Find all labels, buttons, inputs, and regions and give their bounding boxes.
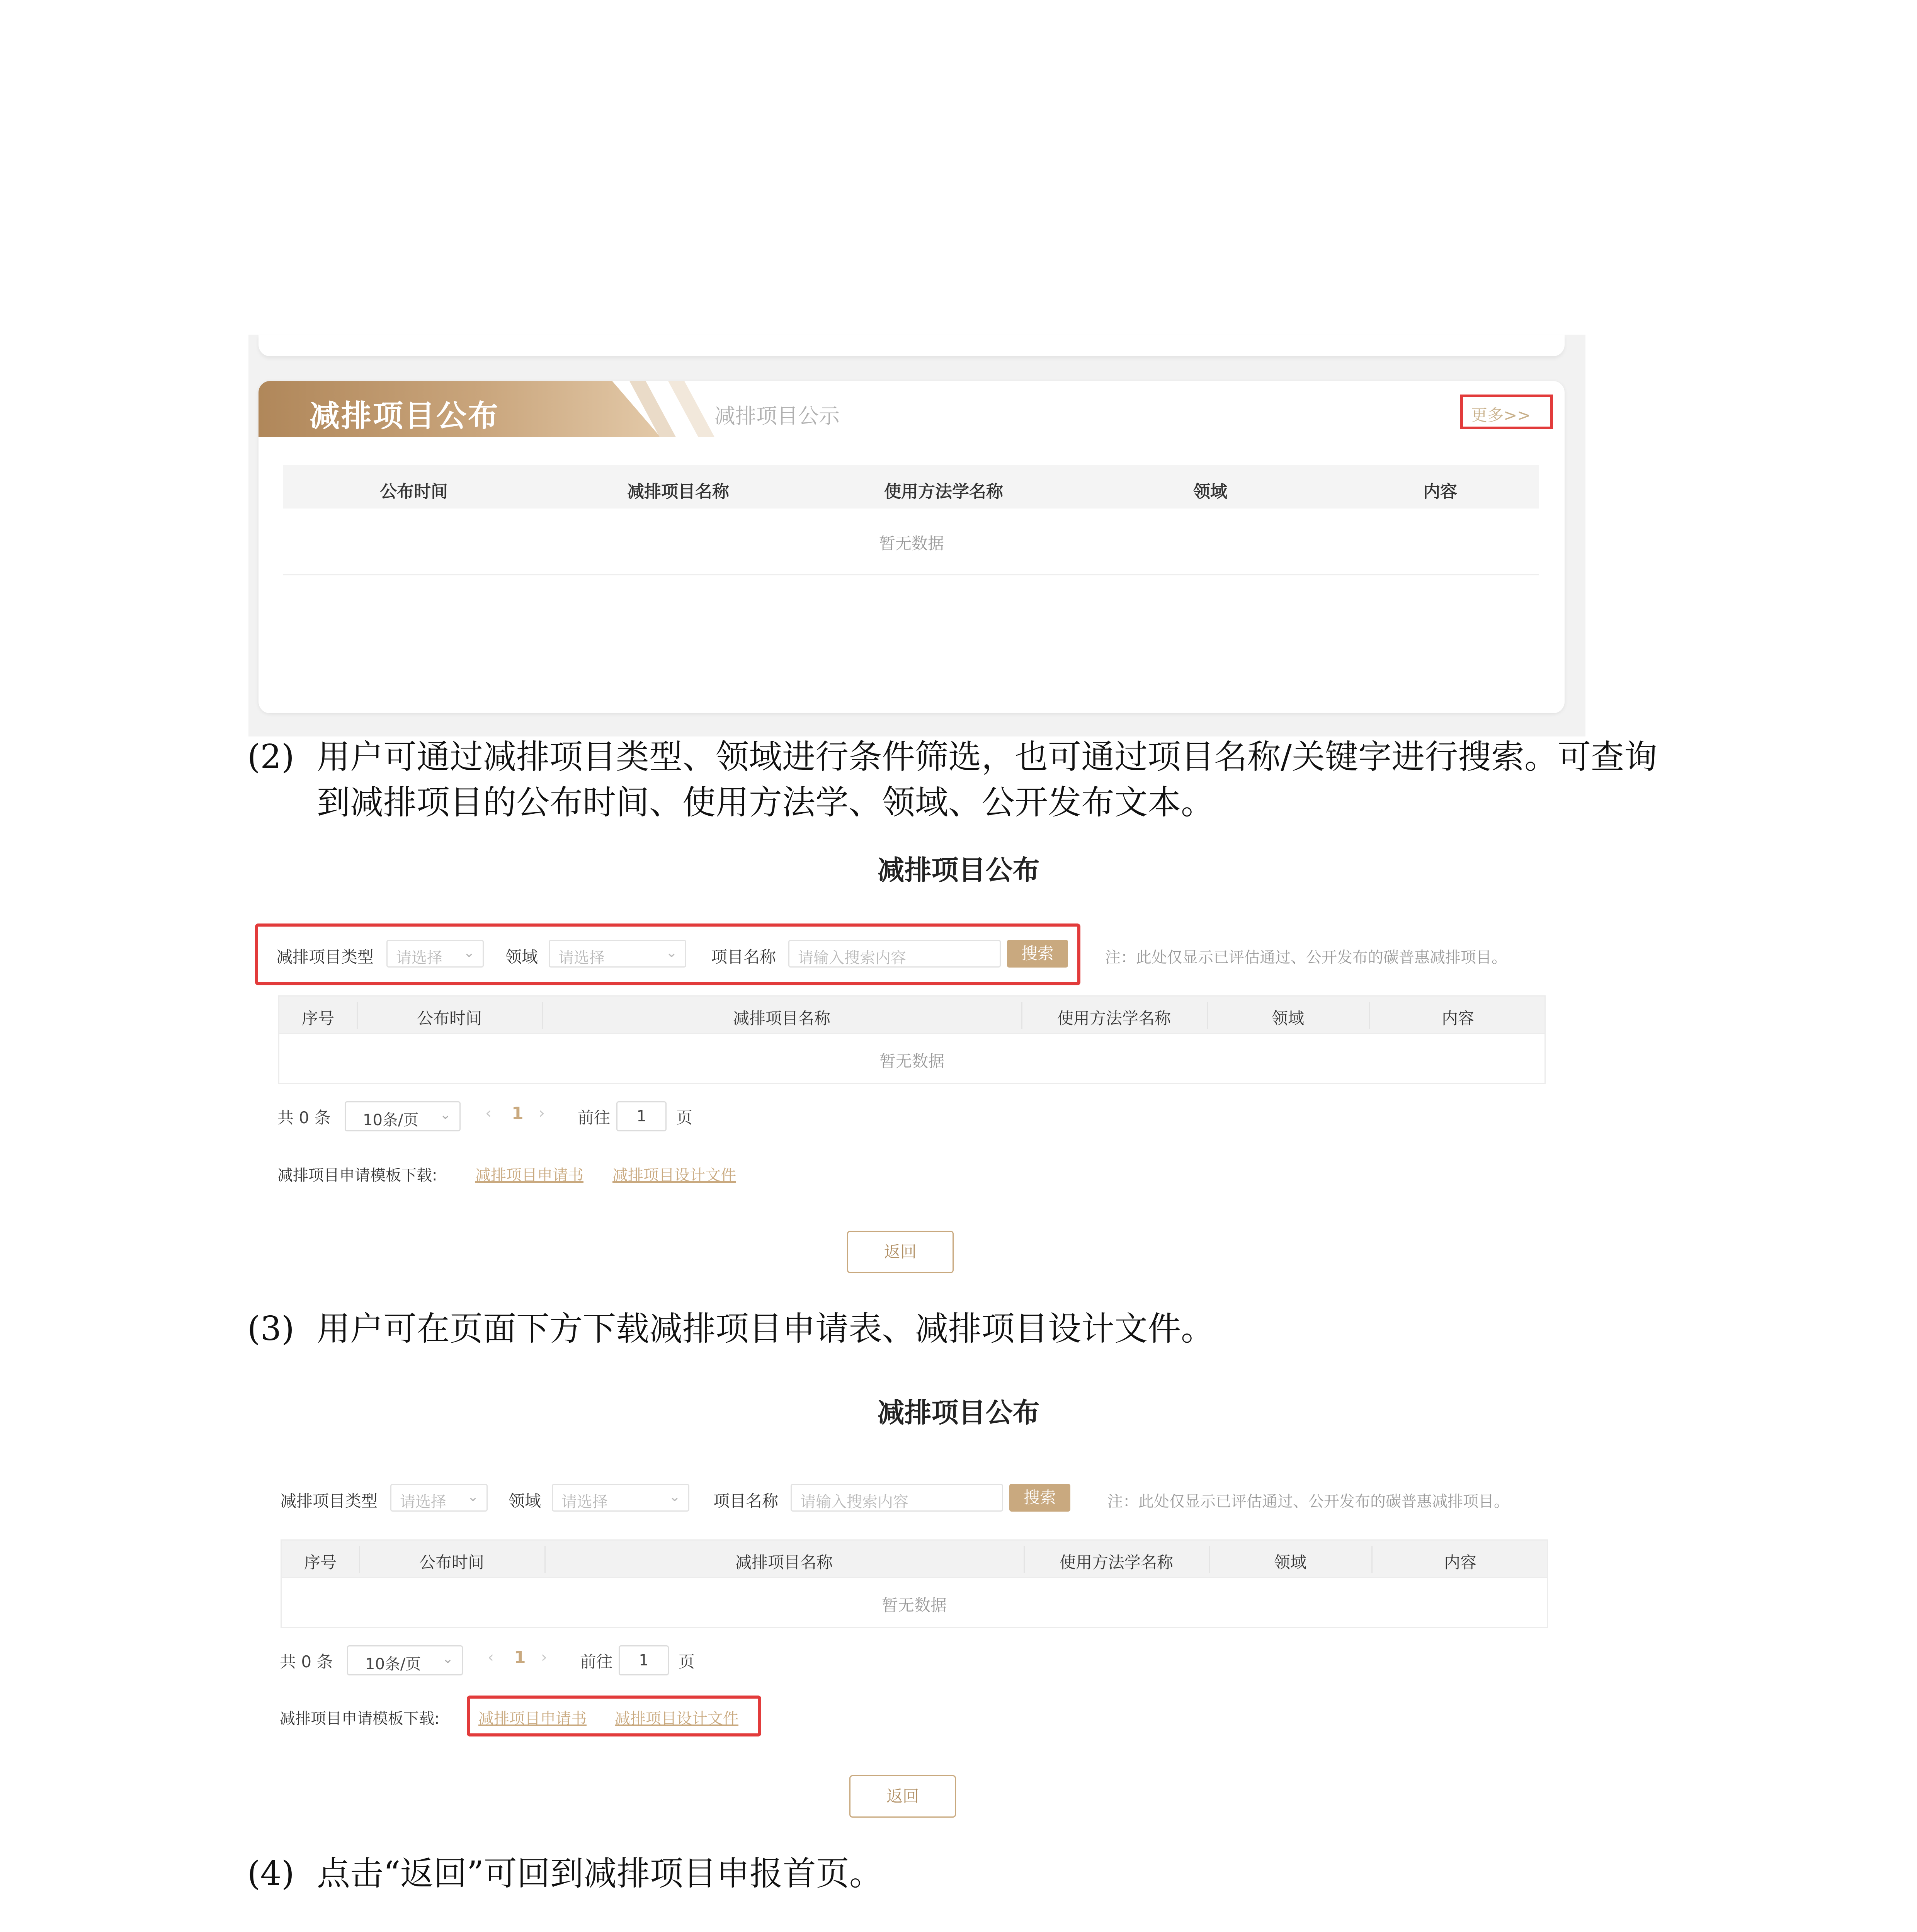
back-button[interactable]: 返回 [849,1775,956,1818]
column-header: 公布时间 [419,1553,484,1572]
goto-page-input[interactable]: 1 [616,1101,667,1131]
column-header: 内容 [1441,1009,1474,1028]
chevron-down-icon: ⌄ [440,1107,451,1122]
goto-label: 前往 [578,1108,611,1127]
search-button[interactable]: 搜索 [1007,940,1068,968]
select-placeholder: 请选择 [561,1493,608,1511]
screenshot-filter-search [255,923,1569,1271]
download-design-doc-link[interactable]: 减排项目设计文件 [612,1167,736,1184]
column-header: 序号 [301,1009,334,1028]
item-number: (3) [247,1310,294,1348]
screenshot-title: 减排项目公布 [877,1397,1040,1429]
filter-field-label: 领域 [509,1492,541,1510]
paragraph-3 [247,1306,1677,1352]
empty-state: 暂无数据 [879,534,944,553]
paragraph-line: 用户可在页面下方下载减排项目申请表、减排项目设计文件。 [317,1310,1214,1348]
chevron-down-icon: ⌄ [467,1489,479,1505]
page-size-select[interactable] [345,1101,461,1131]
chevron-down-icon: ⌄ [442,1651,453,1667]
input-placeholder: 请输入搜索内容 [800,1493,908,1511]
paragraph-4 [247,1851,1677,1897]
page-size-value: 10条/页 [363,1111,419,1129]
current-page[interactable]: 1 [514,1648,526,1667]
screenshot-title: 减排项目公布 [877,854,1040,886]
column-header: 使用方法学名称 [884,482,1003,502]
table-body [278,1034,1546,1084]
input-placeholder: 请输入搜索内容 [798,949,906,967]
item-number: (2) [247,738,294,776]
note-text: 注：此处仅显示已评估通过、公开发布的碳普惠减排项目。 [1105,949,1507,966]
next-page-button[interactable]: › [539,1104,545,1122]
chevron-down-icon: ⌄ [668,1489,680,1505]
page-size-select[interactable] [347,1645,463,1675]
prev-page-button[interactable]: ‹ [488,1648,494,1666]
download-application-link[interactable]: 减排项目申请书 [478,1710,587,1728]
column-header: 领域 [1271,1009,1304,1028]
field-select[interactable] [549,940,686,968]
column-header: 公布时间 [380,482,448,502]
filter-name-label: 项目名称 [713,1492,779,1510]
announce-card [259,381,1565,713]
column-header: 使用方法学名称 [1057,1009,1171,1028]
previous-card-edge [259,335,1565,356]
download-label: 减排项目申请模板下载: [280,1710,440,1728]
table-body [281,1578,1548,1628]
goto-page-input[interactable]: 1 [619,1645,669,1675]
current-page[interactable]: 1 [512,1104,524,1123]
column-header: 公布时间 [417,1009,482,1028]
goto-unit: 页 [676,1108,693,1127]
chevron-down-icon: ⌄ [463,945,475,961]
column-header: 领域 [1274,1553,1306,1572]
screenshot-announce-card [248,335,1585,736]
paragraph-line: 用户可通过减排项目类型、领域进行条件筛选，也可通过项目名称/关键字进行搜索。可查询 [317,738,1657,776]
card-title: 减排项目公布 [310,399,500,434]
back-button[interactable]: 返回 [847,1231,954,1273]
tab-announce-public[interactable]: 减排项目公示 [714,404,840,428]
table-header [281,1539,1548,1578]
paragraph-2 [247,734,1677,827]
download-application-link[interactable]: 减排项目申请书 [475,1167,583,1184]
filter-type-label: 减排项目类型 [276,947,374,966]
select-placeholder: 请选择 [400,1493,446,1511]
filter-type-label: 减排项目类型 [280,1492,378,1510]
column-header: 减排项目名称 [735,1553,833,1572]
select-placeholder: 请选择 [396,949,442,967]
filter-name-label: 项目名称 [711,947,776,966]
column-header: 序号 [304,1553,337,1572]
pagination-total: 共 0 条 [277,1108,331,1127]
table-header [278,995,1546,1034]
goto-unit: 页 [679,1652,695,1671]
select-placeholder: 请选择 [558,949,605,967]
search-input[interactable] [788,940,1001,968]
column-header: 领域 [1193,482,1227,502]
page-size-value: 10条/页 [365,1655,421,1673]
note-text: 注：此处仅显示已评估通过、公开发布的碳普惠减排项目。 [1107,1493,1509,1510]
search-input[interactable] [791,1484,1003,1512]
ribbon-stripe [668,381,714,437]
paragraph-line: 到减排项目的公布时间、使用方法学、领域、公开发布文本。 [317,783,1214,822]
more-link[interactable]: 更多>> [1471,406,1531,425]
table-divider [283,574,1539,575]
goto-label: 前往 [580,1652,613,1671]
chevron-down-icon: ⌄ [665,945,677,961]
field-select[interactable] [552,1484,689,1512]
table-header [283,465,1539,509]
download-design-doc-link[interactable]: 减排项目设计文件 [615,1710,738,1728]
type-select[interactable] [390,1484,488,1512]
item-number: (4) [247,1854,294,1893]
prev-page-button[interactable]: ‹ [485,1104,492,1122]
empty-state: 暂无数据 [879,1052,944,1071]
pagination-total: 共 0 条 [280,1652,333,1671]
paragraph-line: 点击“返回”可回到减排项目申报首页。 [317,1854,883,1893]
download-label: 减排项目申请模板下载: [277,1167,437,1184]
type-select[interactable] [386,940,484,968]
column-header: 使用方法学名称 [1059,1553,1173,1572]
column-header: 减排项目名称 [733,1009,830,1028]
search-button[interactable]: 搜索 [1009,1484,1070,1512]
empty-state: 暂无数据 [881,1596,947,1615]
column-header: 内容 [1423,482,1457,502]
screenshot-download [255,1468,1569,1815]
filter-field-label: 领域 [505,947,538,966]
column-header: 减排项目名称 [627,482,729,502]
column-header: 内容 [1444,1553,1476,1572]
next-page-button[interactable]: › [541,1648,547,1666]
